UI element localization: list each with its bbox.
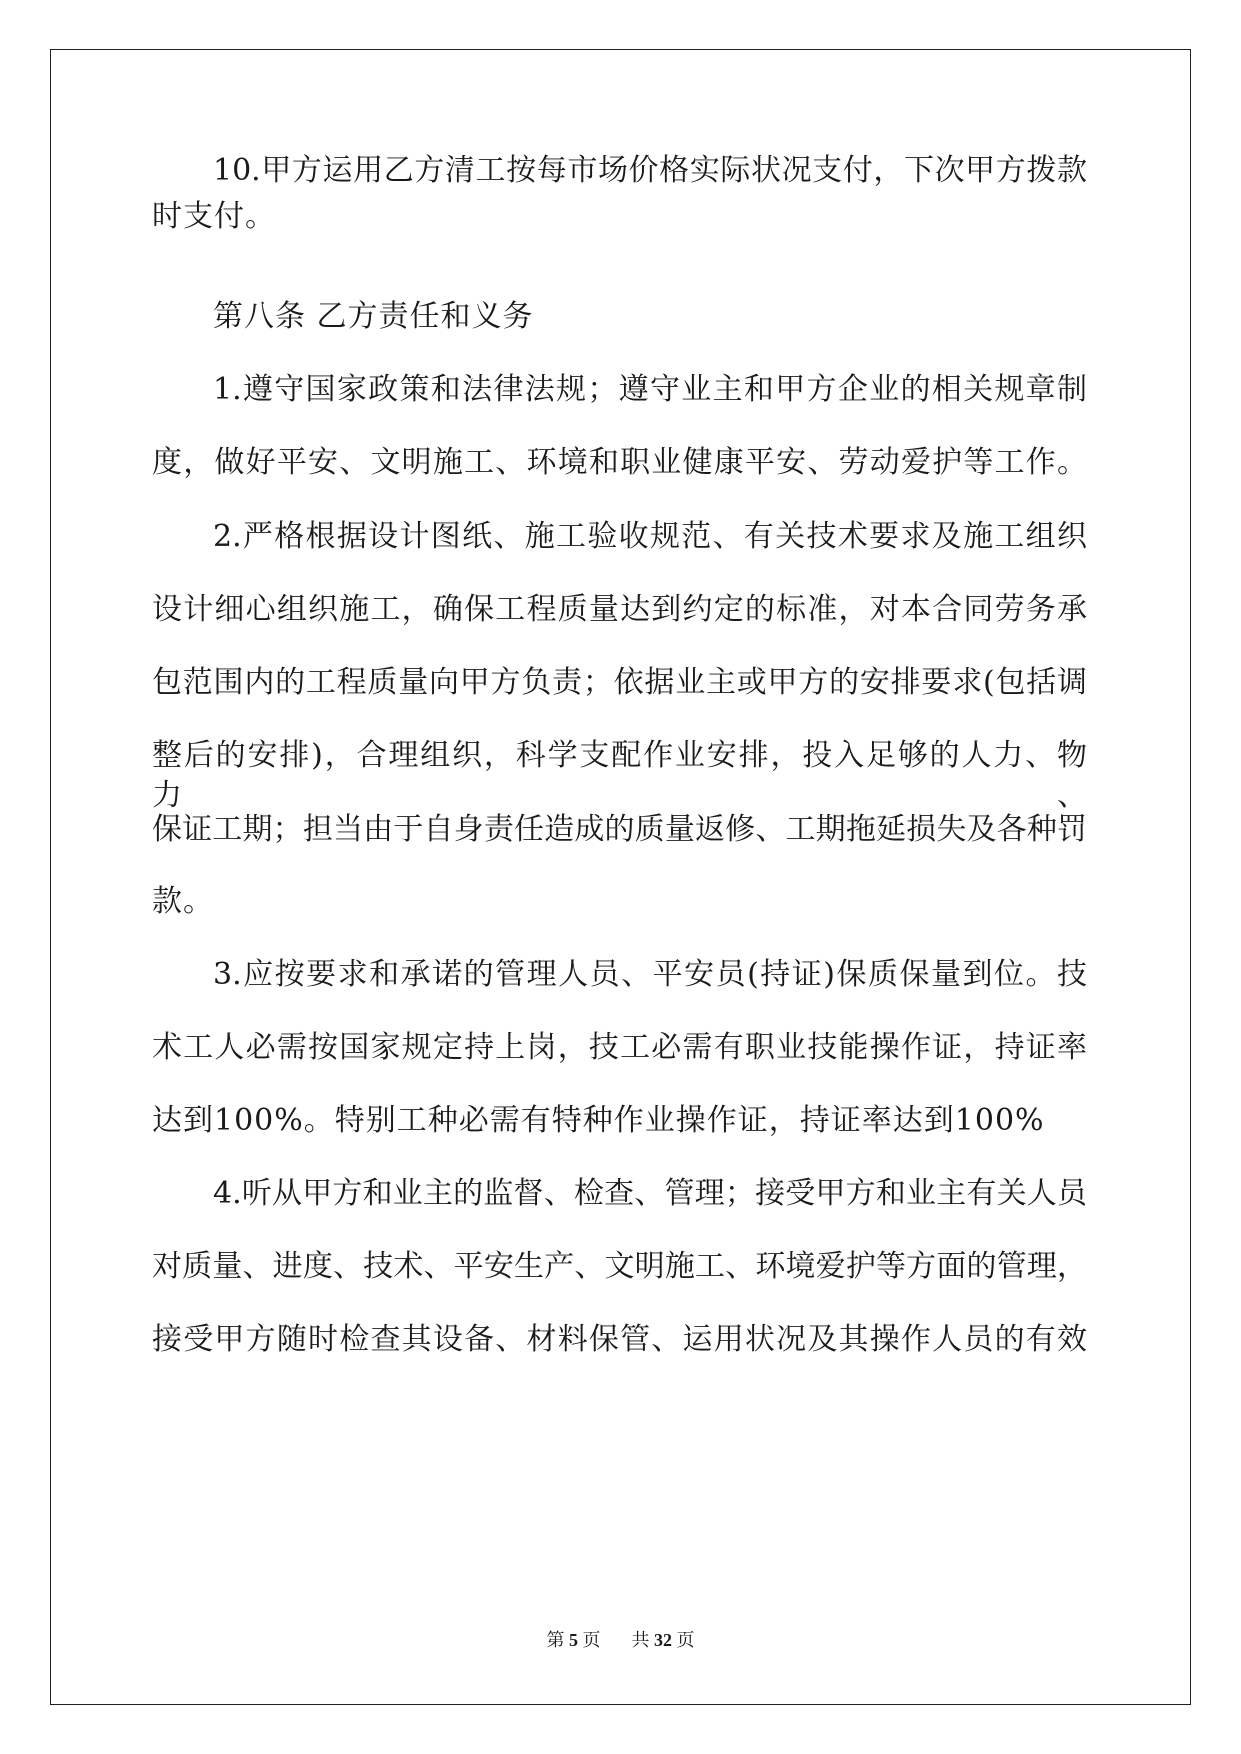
paragraph-line: 对质量、进度、技术、平安生产、文明施工、环境爱护等方面的管理， — [152, 1249, 1087, 1284]
paragraph-line: 接受甲方随时检查其设备、材料保管、运用状况及其操作人员的有效 — [152, 1322, 1087, 1357]
paragraph-line: 3.应按要求和承诺的管理人员、平安员(持证)保质保量到位。技 — [213, 957, 1087, 992]
paragraph-line: 包范围内的工程质量向甲方负责；依据业主或甲方的安排要求(包括调 — [152, 665, 1088, 700]
paragraph-line: 设计细心组织施工，确保工程质量达到约定的标准，对本合同劳务承 — [152, 592, 1087, 627]
paragraph-line: 1.遵守国家政策和法律法规；遵守业主和甲方企业的相关规章制 — [213, 372, 1087, 407]
paragraph-line: 达到100%。特别工种必需有特种作业操作证，持证率达到100% — [152, 1103, 1045, 1138]
paragraph-line: 时支付。 — [152, 199, 276, 234]
paragraph-line: 4.听从甲方和业主的监督、检查、管理；接受甲方和业主有关人员 — [213, 1176, 1087, 1211]
page-number: 5 — [569, 1630, 578, 1650]
paragraph-line: 2.严格根据设计图纸、施工验收规范、有关技术要求及施工组织 — [213, 519, 1087, 554]
total-prefix: 共 — [631, 1630, 650, 1650]
paragraph-line: 术工人必需按国家规定持上岗，技工必需有职业技能操作证，持证率 — [152, 1030, 1087, 1065]
page-prefix: 第 — [546, 1630, 565, 1650]
paragraph-line: 款。 — [152, 884, 214, 919]
paragraph-line: 10.甲方运用乙方清工按每市场价格实际状况支付，下次甲方拨款 — [213, 153, 1087, 188]
page-footer — [0, 1628, 1241, 1652]
section-heading: 第八条 乙方责任和义务 — [213, 299, 534, 334]
total-suffix: 页 — [676, 1630, 695, 1650]
paragraph-line: 整后的安排)，合理组织，科学支配作业安排，投入足够的人力、物力、 — [152, 738, 1087, 813]
paragraph-line: 保证工期；担当由于自身责任造成的质量返修、工期拖延损失及各种罚 — [152, 812, 1087, 847]
total-pages: 32 — [654, 1630, 672, 1650]
page-suffix: 页 — [582, 1630, 601, 1650]
paragraph-line: 度，做好平安、文明施工、环境和职业健康平安、劳动爱护等工作。 — [152, 445, 1087, 480]
